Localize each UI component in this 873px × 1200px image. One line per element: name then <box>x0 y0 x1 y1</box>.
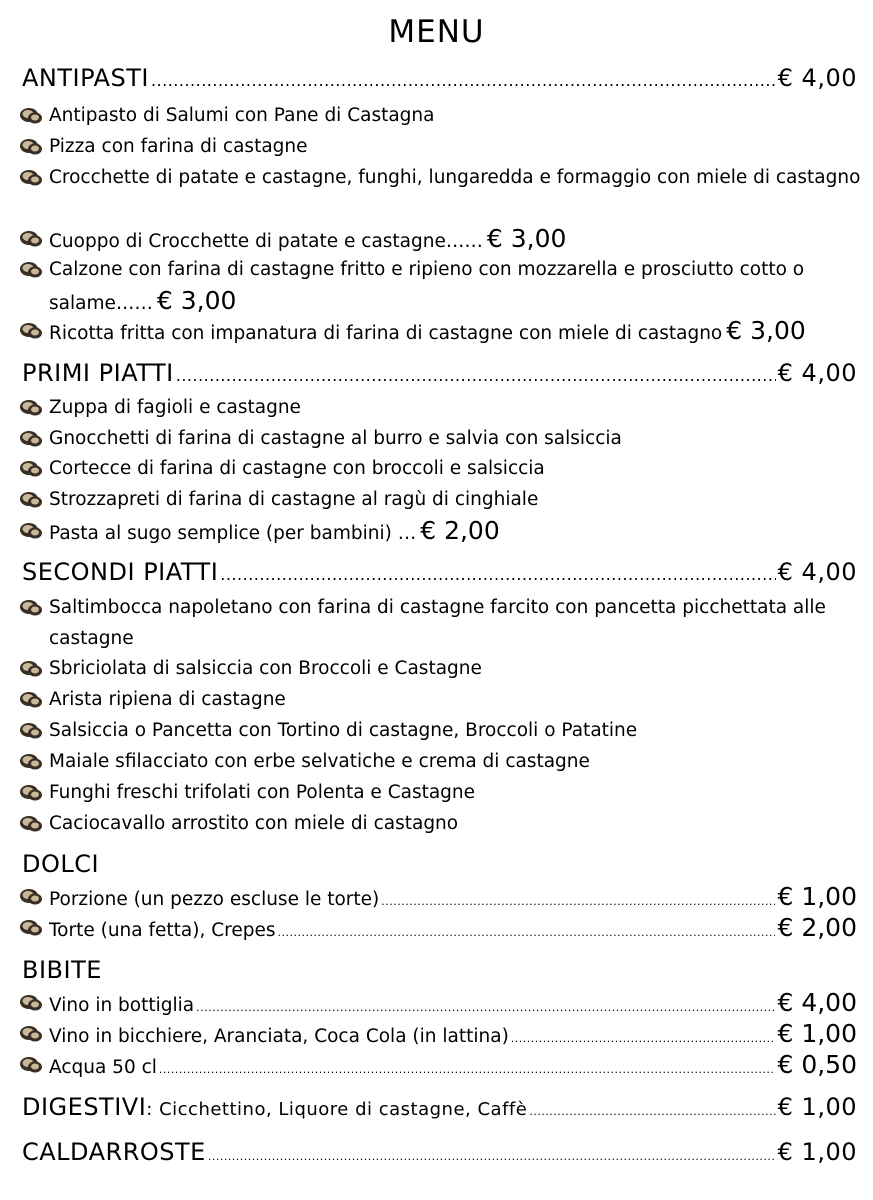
section-name: SECONDI PIATTI <box>22 558 219 586</box>
menu-item <box>18 162 863 193</box>
item-text: Salsiccia o Pancetta con Tortino di castagne, Broccoli o Patatine <box>49 720 638 741</box>
leader-dots <box>529 1105 775 1118</box>
chestnut-icon <box>18 814 44 834</box>
item-text: Cortecce di farina di castagne con broccoli e salsiccia <box>49 458 545 479</box>
item-text: Cuoppo di Crocchette di patate e castagne…… <box>49 231 483 252</box>
menu-item <box>18 484 863 515</box>
menu-item <box>18 515 863 549</box>
item-text: Vino in bottiglia <box>49 995 195 1016</box>
section-name: BIBITE <box>22 956 102 984</box>
item-text: Pasta al sugo semplice (per bambini) … <box>49 523 417 544</box>
item-text: Calzone con farina di castagne fritto e ripieno con mozzarella e prosciutto cotto o salame…… <box>49 259 805 314</box>
menu-item <box>18 746 863 777</box>
chestnut-icon <box>18 887 44 907</box>
item-text: Ricotta fritta con impanatura di farina di castagne con miele di castagno <box>49 323 723 344</box>
item-text: Saltimbocca napoletano con farina di castagne farcito con pancetta picchettata alle castagne <box>49 597 826 649</box>
section-price: € 4,00 <box>777 558 857 586</box>
chestnut-icon <box>18 229 44 249</box>
section-price: € 1,00 <box>777 1138 857 1166</box>
section-name: ANTIPASTI <box>22 64 149 92</box>
chestnut-icon <box>18 783 44 803</box>
menu-item <box>18 912 857 948</box>
menu-item <box>18 423 863 454</box>
section-price: € 4,00 <box>777 359 857 387</box>
page-title: MENU <box>388 14 485 50</box>
item-text: Sbriciolata di salsiccia con Broccoli e Castagne <box>49 658 482 679</box>
item-price: € 3,00 <box>156 286 237 315</box>
menu-item <box>18 223 863 257</box>
chestnut-icon <box>18 429 44 449</box>
item-text: Zuppa di fagioli e castagne <box>49 397 301 418</box>
item-text: Acqua 50 cl <box>49 1057 157 1078</box>
chestnut-icon <box>18 918 44 938</box>
section-price: € 1,00 <box>777 1093 857 1121</box>
menu-item <box>18 100 863 131</box>
chestnut-icon <box>18 459 44 479</box>
item-text: Vino in bicchiere, Aranciata, Coca Cola (in lattina) <box>49 1026 509 1047</box>
item-text: Antipasto di Salumi con Pane di Castagna <box>49 105 435 126</box>
chestnut-icon <box>18 490 44 510</box>
section-name: CALDARROSTE <box>22 1138 206 1166</box>
item-price: € 3,00 <box>726 316 806 345</box>
menu-item <box>18 131 863 162</box>
menu-item <box>18 684 863 715</box>
leader-dots <box>159 1054 776 1085</box>
menu-item <box>18 254 863 319</box>
item-price: € 0,50 <box>777 1050 857 1079</box>
item-price: € 2,00 <box>420 516 500 545</box>
section-header-antipasti <box>22 64 857 92</box>
section-name: PRIMI PIATTI <box>22 359 174 387</box>
section-header-secondi <box>22 558 857 586</box>
item-text: Arista ripiena di castagne <box>49 689 286 710</box>
chestnut-icon <box>18 137 44 157</box>
chestnut-icon <box>18 106 44 126</box>
chestnut-icon <box>18 598 44 618</box>
item-price: € 2,00 <box>777 913 857 942</box>
leader-dots <box>220 565 775 584</box>
section-name: DIGESTIVI <box>22 1093 147 1121</box>
chestnut-icon <box>18 690 44 710</box>
leader-dots <box>151 71 776 90</box>
section-header-bibite <box>22 956 857 984</box>
section-header-digestivi <box>22 1093 857 1121</box>
chestnut-icon <box>18 321 44 341</box>
item-text: Caciocavallo arrostito con miele di castagno <box>49 813 459 834</box>
chestnut-icon <box>18 659 44 679</box>
menu-item <box>18 777 863 808</box>
chestnut-icon <box>18 993 44 1013</box>
chestnut-icon <box>18 398 44 418</box>
menu-item <box>18 653 863 684</box>
item-text: Torte (una fetta), Crepes <box>49 920 276 941</box>
menu-item <box>18 808 863 839</box>
section-detail: : Cicchettino, Liquore di castagne, Caffè <box>146 1099 528 1120</box>
item-text: Funghi freschi trifolati con Polenta e Castagne <box>49 782 476 803</box>
item-price: € 1,00 <box>777 882 857 911</box>
menu-item <box>18 1049 857 1085</box>
section-header-primi <box>22 359 857 387</box>
chestnut-icon <box>18 260 44 280</box>
item-text: Porzione (un pezzo escluse le torte) <box>49 889 380 910</box>
menu-item <box>18 715 863 746</box>
menu-item <box>18 453 863 484</box>
chestnut-icon <box>18 1055 44 1075</box>
item-text: Crocchette di patate e castagne, funghi, lungaredda e formaggio con miele di castagno <box>49 167 861 188</box>
chestnut-icon <box>18 521 44 541</box>
item-text: Gnocchetti di farina di castagne al burro e salvia con salsiccia <box>49 428 622 449</box>
menu-item <box>18 592 863 654</box>
item-text: Pizza con farina di castagne <box>49 136 308 157</box>
menu-item <box>18 392 863 423</box>
chestnut-icon <box>18 752 44 772</box>
item-price: € 1,00 <box>777 1019 857 1048</box>
item-text: Maiale sfilacciato con erbe selvatiche e crema di castagne <box>49 751 590 772</box>
chestnut-icon <box>18 1024 44 1044</box>
chestnut-icon <box>18 721 44 741</box>
item-text: Strozzapreti di farina di castagne al ragù di cinghiale <box>49 489 539 510</box>
section-price: € 4,00 <box>777 64 857 92</box>
leader-dots <box>176 366 776 385</box>
chestnut-icon <box>18 168 44 188</box>
section-header-dolci <box>22 850 857 878</box>
leader-dots <box>277 917 775 948</box>
item-price: € 3,00 <box>486 224 567 253</box>
section-name: DOLCI <box>22 850 100 878</box>
leader-dots <box>208 1150 776 1163</box>
section-header-caldarroste <box>22 1138 857 1166</box>
item-price: € 4,00 <box>777 988 857 1017</box>
menu-item <box>18 315 863 349</box>
